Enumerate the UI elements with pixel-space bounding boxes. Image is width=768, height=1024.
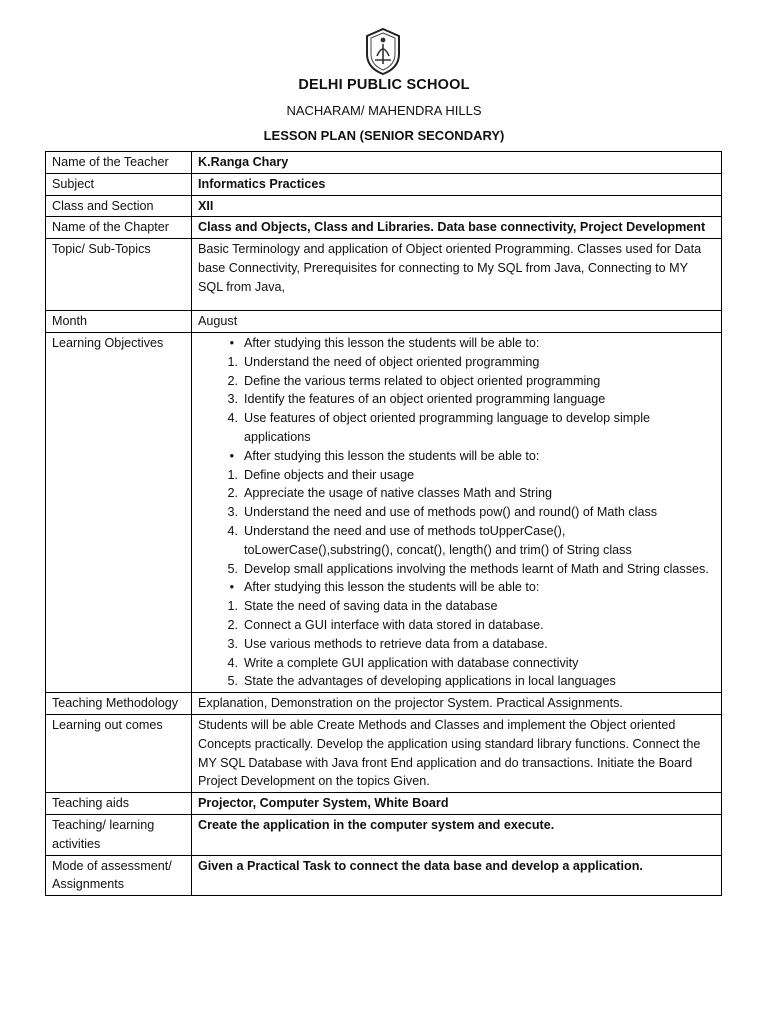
objective-item <box>198 447 715 466</box>
objective-item <box>198 635 715 654</box>
objectives-row <box>46 332 722 692</box>
objective-text: Identify the features of an object oriented programming language <box>244 392 606 407</box>
row-label: Teaching/ learning activities <box>46 814 192 855</box>
objective-text: Define the various terms related to object oriented programming <box>244 373 601 388</box>
class-row <box>46 195 722 217</box>
objectives-list <box>198 334 715 691</box>
objective-item <box>198 390 715 409</box>
methodology-row <box>46 693 722 715</box>
objective-marker: 4. <box>227 523 238 538</box>
objective-marker: 1. <box>227 354 238 369</box>
row-label: Learning Objectives <box>46 332 192 692</box>
school-crest-icon <box>363 26 403 76</box>
objective-item <box>198 522 715 560</box>
objective-item <box>198 334 715 353</box>
branch-name: NACHARAM/ MAHENDRA HILLS <box>286 103 482 118</box>
row-label: Class and Section <box>46 195 192 217</box>
row-label: Subject <box>46 173 192 195</box>
month-value: August <box>192 311 722 333</box>
objective-marker: • <box>229 335 234 350</box>
objective-marker: 2. <box>227 617 238 632</box>
chapter-value: Class and Objects, Class and Libraries. Data base connectivity, Project Development <box>192 217 722 239</box>
objective-item <box>198 616 715 635</box>
outcomes-row <box>46 714 722 792</box>
row-label: Mode of assessment/ Assignments <box>46 855 192 896</box>
objective-text: After studying this lesson the students will be able to: <box>244 335 540 350</box>
objective-text: Understand the need and use of methods toUpperCase(), toLowerCase(),substring(), concat(), length() and trim() of String class <box>244 523 632 557</box>
activities-value: Create the application in the computer system and execute. <box>192 814 722 855</box>
objective-text: Define objects and their usage <box>244 467 415 482</box>
objective-marker: 1. <box>227 599 238 614</box>
objective-text: Appreciate the usage of native classes Math and String <box>244 486 553 501</box>
objective-item <box>198 560 715 579</box>
aids-row <box>46 793 722 815</box>
objective-item <box>198 503 715 522</box>
objective-text: Use various methods to retrieve data from a database. <box>244 636 548 651</box>
methodology-value: Explanation, Demonstration on the projector System. Practical Assignments. <box>192 693 722 715</box>
subject-value: Informatics Practices <box>192 173 722 195</box>
objective-marker: 4. <box>227 411 238 426</box>
teacher-row <box>46 152 722 174</box>
objective-text: After studying this lesson the students will be able to: <box>244 448 540 463</box>
objective-marker: 5. <box>227 674 238 689</box>
objective-text: Understand the need and use of methods pow() and round() of Math class <box>244 505 658 520</box>
lesson-plan-table <box>45 151 722 896</box>
topic-value: Basic Terminology and application of Object oriented Programming. Classes used for Data base Connectivity, Prerequisites for connecting to My SQL from Java, Connecting to MY SQL from Java, <box>192 239 722 311</box>
objective-text: State the need of saving data in the database <box>244 599 498 614</box>
objective-marker: • <box>229 580 234 595</box>
objective-marker: 5. <box>227 561 238 576</box>
objective-item <box>198 672 715 691</box>
objective-text: Understand the need of object oriented programming <box>244 354 540 369</box>
objective-item <box>198 372 715 391</box>
school-name: DELHI PUBLIC SCHOOL <box>298 77 470 93</box>
activities-row <box>46 814 722 855</box>
objective-marker: 1. <box>227 467 238 482</box>
row-label: Topic/ Sub-Topics <box>46 239 192 311</box>
topic-row <box>46 239 722 311</box>
aids-value: Projector, Computer System, White Board <box>192 793 722 815</box>
class-value: XII <box>192 195 722 217</box>
row-label: Month <box>46 311 192 333</box>
objective-item <box>198 466 715 485</box>
objective-item <box>198 654 715 673</box>
row-label: Name of the Teacher <box>46 152 192 174</box>
chapter-row <box>46 217 722 239</box>
objective-text: After studying this lesson the students will be able to: <box>244 580 540 595</box>
objective-item <box>198 578 715 597</box>
lesson-plan-title: LESSON PLAN (SENIOR SECONDARY) <box>263 128 505 143</box>
objective-marker: • <box>229 448 234 463</box>
row-label: Teaching aids <box>46 793 192 815</box>
objective-marker: 3. <box>227 636 238 651</box>
objective-item <box>198 597 715 616</box>
objective-text: Use features of object oriented programming language to develop simple applications <box>244 411 651 444</box>
assessment-row <box>46 855 722 896</box>
objective-marker: 3. <box>227 505 238 520</box>
outcomes-value: Students will be able Create Methods and Classes and implement the Object oriented Concepts practically. Develop the application using standard library functions. Connect the MY SQL Database with Java front End application and do transactions. Initiate the Board Project Development on the topics Given. <box>192 714 722 792</box>
month-row <box>46 311 722 333</box>
subject-row <box>46 173 722 195</box>
objective-text: Write a complete GUI application with database connectivity <box>244 655 579 670</box>
row-label: Name of the Chapter <box>46 217 192 239</box>
objectives-value <box>192 332 722 692</box>
objective-item <box>198 484 715 503</box>
row-label: Teaching Methodology <box>46 693 192 715</box>
objective-marker: 2. <box>227 373 238 388</box>
objective-text: Connect a GUI interface with data stored in database. <box>244 617 544 632</box>
objective-marker: 4. <box>227 655 238 670</box>
assessment-value: Given a Practical Task to connect the data base and develop a application. <box>192 855 722 896</box>
objective-item <box>198 353 715 372</box>
row-label: Learning out comes <box>46 714 192 792</box>
objective-text: State the advantages of developing applications in local languages <box>244 674 616 689</box>
teacher-value: K.Ranga Chary <box>192 152 722 174</box>
objective-item <box>198 409 715 447</box>
objective-marker: 3. <box>227 392 238 407</box>
objective-text: Develop small applications involving the methods learnt of Math and String classes. <box>244 561 709 576</box>
objective-marker: 2. <box>227 486 238 501</box>
